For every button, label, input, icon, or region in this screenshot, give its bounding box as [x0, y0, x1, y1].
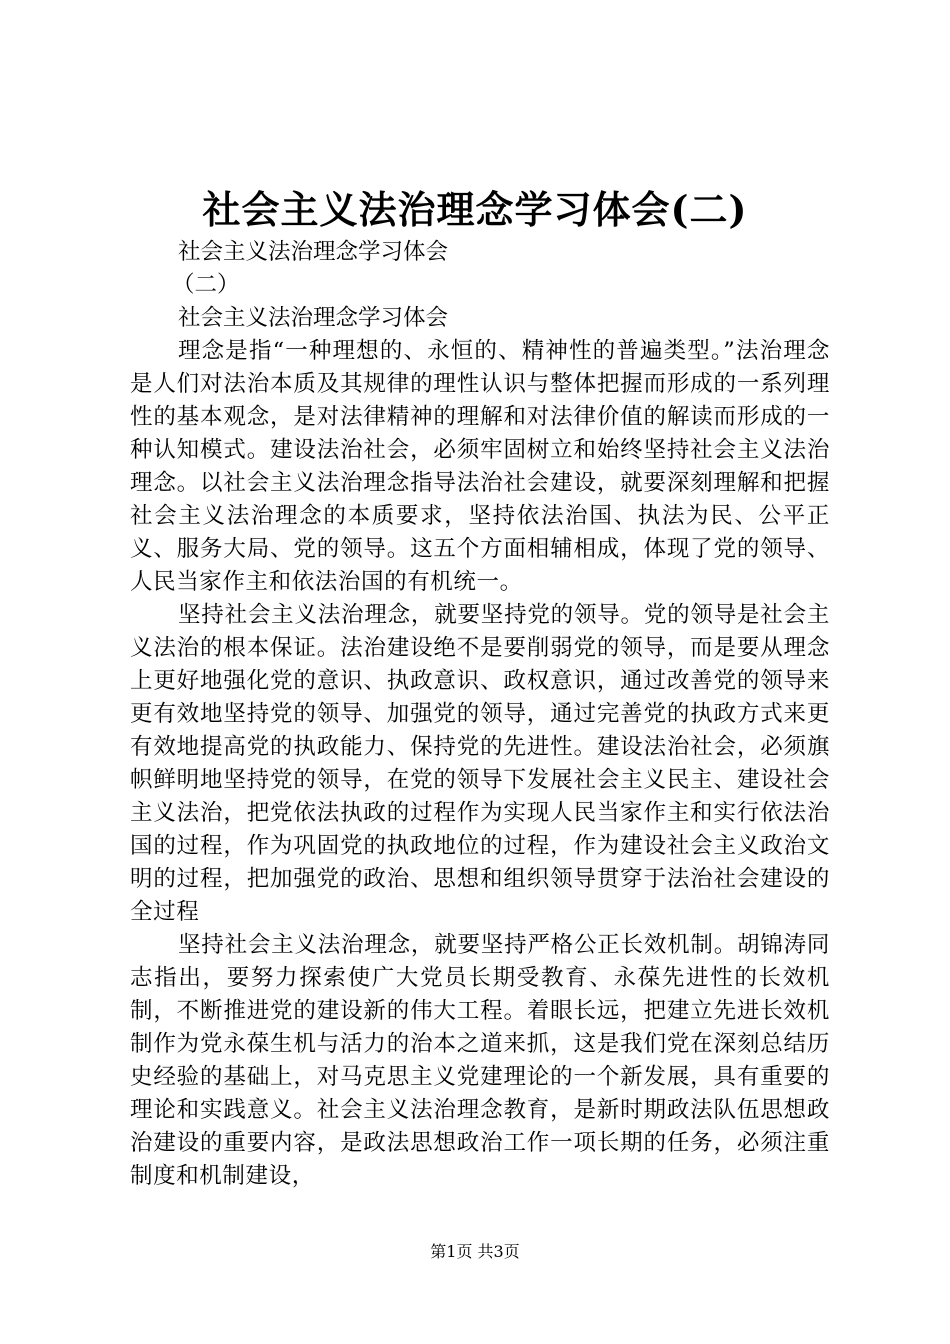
- document-title: 社会主义法治理念学习体会(二): [202, 187, 748, 232]
- subtitle-line: （二）: [172, 272, 240, 298]
- paragraph: 坚持社会主义法治理念，就要坚持严格公正长效机制。胡锦涛同志指出，要努力探索使广大党员长期受教育、永葆先进性的长效机制，不断推进党的建设新的伟大工程。着眼长远，把建立先进长效机制作为党永葆生机与活力的治本之道来抓，这是我们党在深刻总结历史经验的基础上，对马克思主义党建理论的一个新发展，具有重要的理论和实践意义。社会主义法治理念教育，是新时期政法队伍思想政治建设的重要内容，是政法思想政治工作一项长期的任务，必须注重制度和机制建设，: [130, 932, 830, 1189]
- document-body: [130, 236, 830, 1193]
- page-footer: 第1页 共3页: [430, 1242, 520, 1261]
- paragraph: 坚持社会主义法治理念，就要坚持党的领导。党的领导是社会主义法治的根本保证。法治建设绝不是要削弱党的领导，而是要从理念上更好地强化党的意识、执政意识、政权意识，通过改善党的领导来更有效地坚持党的领导、加强党的领导，通过完善党的执政方式来更有效地提高党的执政能力、保持党的先进性。建设法治社会，必须旗帜鲜明地坚持党的领导，在党的领导下发展社会主义民主、建设社会主义法治，把党依法执政的过程作为实现人民当家作主和实行依法治国的过程，作为巩固党的执政地位的过程，作为建设社会主义政治文明的过程，把加强党的政治、思想和组织领导贯穿于法治社会建设的全过程: [130, 602, 830, 925]
- subtitle-line: 社会主义法治理念学习体会: [178, 239, 449, 265]
- subtitle-line: 社会主义法治理念学习体会: [178, 305, 449, 331]
- paragraph: 理念是指“一种理想的、永恒的、精神性的普遍类型。”法治理念是人们对法治本质及其规律的理性认识与整体把握而形成的一系列理性的基本观念，是对法律精神的理解和对法律价值的解读而形成的一种认知模式。建设法治社会，必须牢固树立和始终坚持社会主义法治理念。以社会主义法治理念指导法治社会建设，就要深刻理解和把握社会主义法治理念的本质要求，坚持依法治国、执法为民、公平正义、服务大局、党的领导。这五个方面相辅相成，体现了党的领导、人民当家作主和依法治国的有机统一。: [130, 338, 830, 595]
